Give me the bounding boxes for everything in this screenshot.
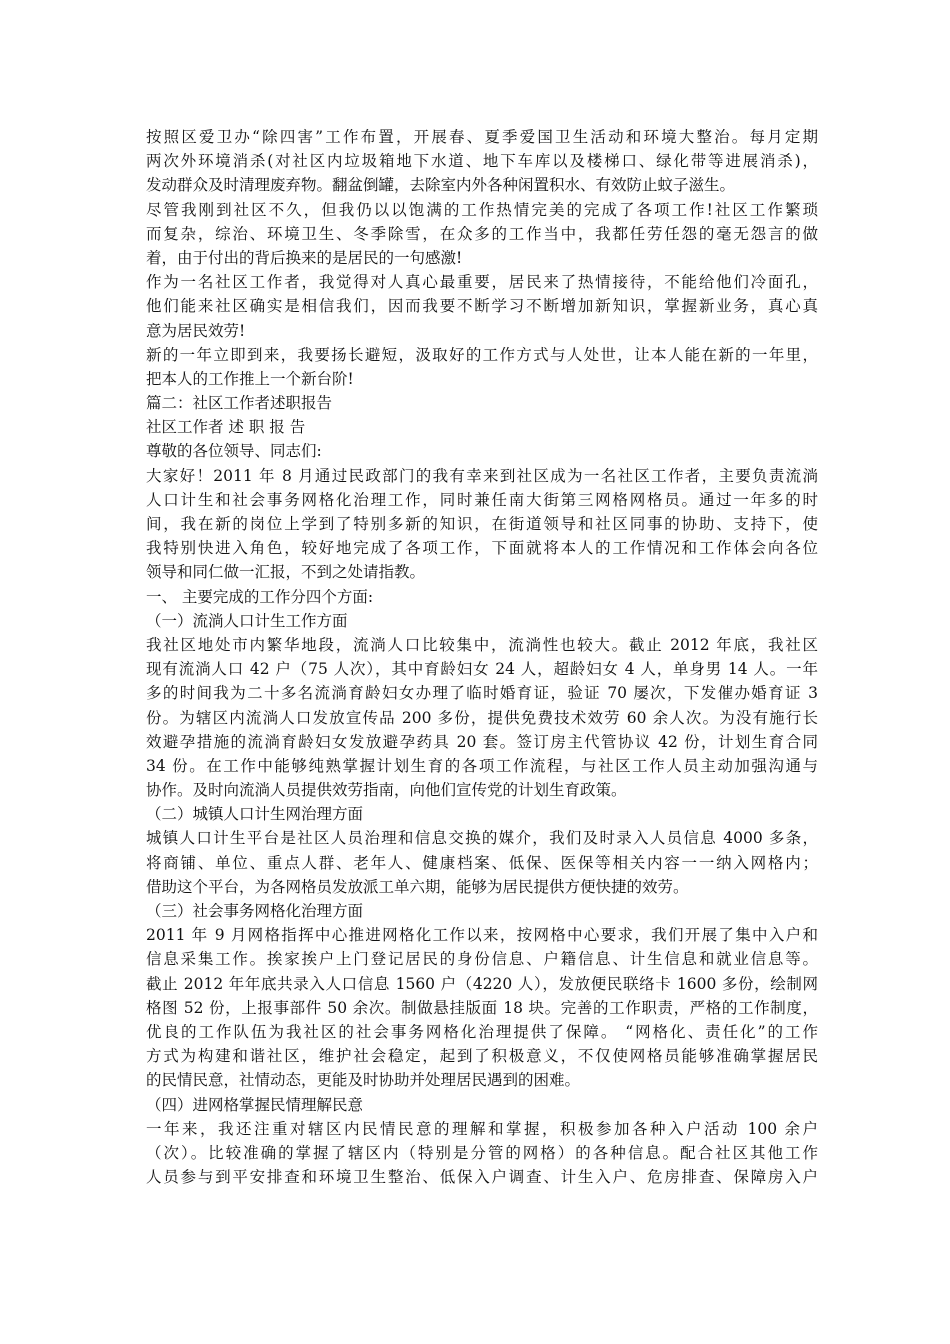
text-line: 而复杂，综治、环境卫生、冬季除雪，在众多的工作当中，我都任劳任怨的毫无怨言的做 <box>146 224 818 243</box>
text-line: （次）。比较准确的掌握了辖区内（特别是分管的网格）的各种信息。配合社区其他工作 <box>146 1143 818 1162</box>
text-line: 新的一年立即到来，我要扬长避短，汲取好的工作方式与人处世，让本人能在新的一年里， <box>146 345 818 364</box>
text-line: 领导和同仁做一汇报，不到之处请指教。 <box>146 563 426 582</box>
text-line: 34 份。在工作中能够纯熟掌握计划生育的各项工作流程，与社区工作人员主动加强沟通与 <box>146 756 818 775</box>
text-line: 作为一名社区工作者，我觉得对人真心最重要，居民来了热情接待，不能给他们冷面孔， <box>146 273 818 292</box>
text-line: 一年来，我还注重对辖区内民情民意的理解和掌握，积极参加各种入户活动 100 余户 <box>146 1119 818 1138</box>
text-line: 间，我在新的岗位上学到了特别多新的知识，在街道领导和社区同事的协助、支持下，使 <box>146 515 818 533</box>
text-line: 着，由于付出的背后换来的是居民的一句感激! <box>146 248 463 267</box>
text-line: 协作。及时向流淌人员提供效劳指南，向他们宣传党的计划生育政策。 <box>146 781 627 800</box>
text-line: 意为居民效劳! <box>146 321 246 340</box>
text-line: 人员参与到平安排查和环境卫生整治、低保入户调查、计生入户、危房排查、保障房入户 <box>146 1168 818 1187</box>
text-line: 把本人的工作推上一个新台阶! <box>146 369 354 388</box>
text-line: 借助这个平台，为各网格员发放派工单六期，能够为居民提供方便快捷的效劳。 <box>146 877 689 896</box>
text-line: 2011 年 9 月网格指挥中心推进网格化工作以来，按网格中心要求，我们开展了集中入户和 <box>146 926 818 945</box>
text-line: 我特别快进入角色，较好地完成了各项工作，下面就将本人的工作情况和工作体会向各位 <box>146 539 818 558</box>
text-line: （二）城镇人口计生网治理方面 <box>146 805 364 824</box>
text-line: 尽管我刚到社区不久，但我仍以以饱满的工作热情完美的完成了各项工作!社区工作繁琐 <box>146 200 818 219</box>
text-line: 篇二：社区工作者述职报告 <box>146 394 333 413</box>
text-line: 尊敬的各位领导、同志们: <box>146 442 322 461</box>
text-line: 按照区爱卫办“除四害”工作布置，开展春、夏季爱国卫生活动和环境大整治。每月定期 <box>146 128 818 146</box>
text-line: 将商铺、单位、重点人群、老年人、健康档案、低保、医保等相关内容一一纳入网格内； <box>146 853 818 872</box>
text-line: 截止 2012 年年底共录入人口信息 1560 户（4220 人），发放便民联络卡 1600 多份，绘制网 <box>146 974 818 993</box>
text-line: 多的时间我为二十多名流淌育龄妇女办理了临时婚育证，验证 70 屡次，下发催办婚育证 3 <box>146 684 818 703</box>
text-line: （三）社会事务网格化治理方面 <box>146 902 364 920</box>
document-body <box>146 125 818 1189</box>
text-line: 现有流淌人口 42 户（75 人次），其中育龄妇女 24 人，超龄妇女 4 人，单身男 14 人。一年 <box>146 660 818 679</box>
text-line: 优良的工作队伍为我社区的社会事务网格化治理提供了保障。 “网格化、责任化”的工作 <box>146 1022 818 1041</box>
text-line: 方式为构建和谐社区，维护社会稳定，起到了积极意义，不仅使网格员能够准确掌握居民 <box>146 1047 818 1066</box>
text-line: 份。为辖区内流淌人口发放宣传品 200 多份，提供免费技术效劳 60 余人次。为没有施行长 <box>146 708 818 727</box>
text-line: 格图 52 份，上报事部件 50 余次。制做悬挂版面 18 块。完善的工作职责，严格的工作制度， <box>146 998 818 1017</box>
text-line: 社区工作者 述 职 报 告 <box>146 418 306 437</box>
text-line: （一）流淌人口计生工作方面 <box>146 611 348 630</box>
text-line: 两次外环境消杀(对社区内垃圾箱地下水道、地下车库以及楼梯口、绿化带等进展消杀)， <box>146 152 818 171</box>
text-line: 城镇人口计生平台是社区人员治理和信息交换的媒介，我们及时录入人员信息 4000 多条， <box>146 829 818 848</box>
text-line: 一、 主要完成的工作分四个方面: <box>146 587 374 606</box>
text-line: 发动群众及时清理废弃物。翻盆倒罐，去除室内外各种闲置积水、有效防止蚊子滋生。 <box>146 176 736 195</box>
text-line: 人口计生和社会事务网格化治理工作，同时兼任南大街第三网格网格员。通过一年多的时 <box>146 490 818 509</box>
text-line: 的民情民意，社情动态，更能及时协助并处理居民遇到的困难。 <box>146 1071 581 1090</box>
text-line: 他们能来社区确实是相信我们，因而我要不断学习不断增加新知识，掌握新业务，真心真 <box>146 297 818 316</box>
text-line: （四）进网格掌握民情理解民意 <box>146 1095 364 1114</box>
text-line: 大家好！2011 年 8 月通过民政部门的我有幸来到社区成为一名社区工作者，主要负责流淌 <box>146 466 818 485</box>
text-line: 信息采集工作。挨家挨户上门登记居民的身份信息、户籍信息、计生信息和就业信息等。 <box>146 950 818 969</box>
text-line: 效避孕措施的流淌育龄妇女发放避孕药具 20 套。签订房主代管协议 42 份，计划生育合同 <box>146 732 818 751</box>
text-line: 我社区地处市内繁华地段，流淌人口比较集中，流淌性也较大。截止 2012 年底，我社区 <box>146 635 818 654</box>
